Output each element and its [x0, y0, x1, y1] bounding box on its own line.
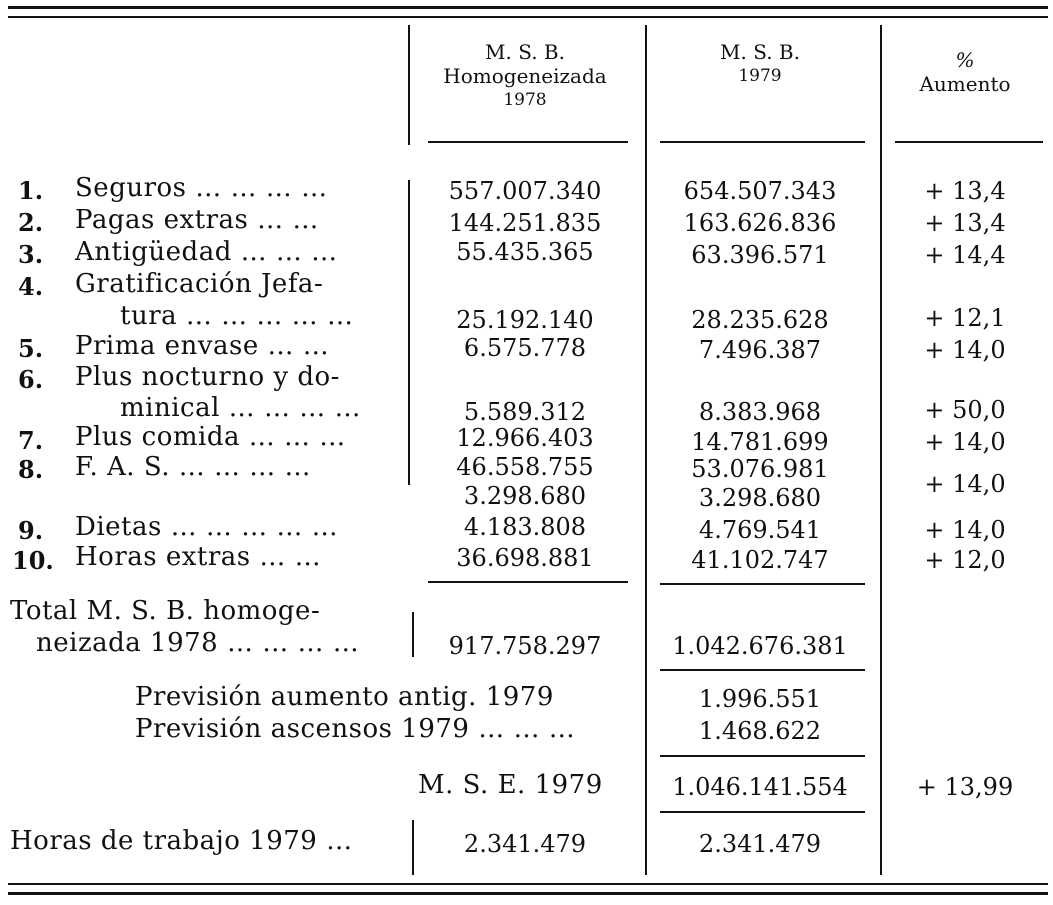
- horas-value-1979: 2.341.479: [698, 830, 822, 858]
- total-label: Total M. S. B. homoge-: [10, 596, 321, 626]
- header-col-1979: M. S. B. 1979: [720, 40, 800, 86]
- bottom-rule-thin: [8, 883, 1048, 885]
- top-rule-thin: [8, 16, 1048, 18]
- bottom-rule-thick: [8, 892, 1048, 895]
- row-value-1978: 4.183.808: [463, 513, 587, 541]
- row-pct: + 12,0: [924, 546, 1006, 574]
- vrule-2: [645, 25, 647, 875]
- row-label: Plus comida … … …: [75, 422, 346, 452]
- row-value-1979: 4.769.541: [698, 516, 822, 544]
- horas-value-1978: 2.341.479: [463, 830, 587, 858]
- row-value-1978: 25.192.140: [456, 306, 594, 334]
- prevision-aumento-label: Previsión aumento antig. 1979: [135, 682, 554, 712]
- row-value-1979: 28.235.628: [691, 306, 829, 334]
- mse-label: M. S. E. 1979: [418, 770, 603, 800]
- row-label: Horas extras … …: [75, 542, 322, 572]
- row-label-continued: minical … … … …: [120, 393, 361, 423]
- row-number: 10.: [12, 546, 54, 575]
- subtotal-rule-2: [660, 583, 865, 585]
- mse-rule: [660, 811, 865, 813]
- row-value-1978: 46.558.755: [456, 453, 594, 481]
- row-value-1978: 5.589.312: [463, 398, 587, 426]
- row-pct: + 14,0: [924, 336, 1006, 364]
- row-value-1979: 654.507.343: [683, 177, 837, 205]
- horas-label: Horas de trabajo 1979 …: [10, 826, 353, 856]
- row-pct: + 14,0: [924, 516, 1006, 544]
- row-value-1978: 557.007.340: [448, 177, 602, 205]
- top-rule-thick: [8, 6, 1048, 9]
- row-number: 5.: [18, 334, 44, 363]
- row-label: Gratificación Jefa-: [75, 269, 324, 299]
- row-value-1978: 6.575.778: [463, 334, 587, 362]
- vrule-1d: [412, 820, 414, 875]
- row-value-1979: 41.102.747: [691, 546, 829, 574]
- row-value-1979-second: 3.298.680: [698, 484, 822, 512]
- row-value-1979: 8.383.968: [698, 398, 822, 426]
- row-value-1978: 12.966.403: [456, 424, 594, 452]
- vrule-3: [880, 25, 882, 875]
- row-value-1979: 14.781.699: [691, 428, 829, 456]
- row-pct: + 13,4: [924, 177, 1006, 205]
- total-value-1978: 917.758.297: [448, 632, 602, 660]
- header-underline-2: [660, 141, 865, 143]
- total-label-continued: neizada 1978 … … … …: [36, 628, 360, 658]
- row-number: 9.: [18, 516, 44, 545]
- row-pct: + 14,0: [924, 428, 1006, 456]
- header-underline-1: [428, 141, 628, 143]
- row-label: Pagas extras … …: [75, 205, 319, 235]
- row-value-1978: 144.251.835: [448, 209, 602, 237]
- row-value-1979: 63.396.571: [691, 241, 829, 269]
- row-value-1978-second: 3.298.680: [463, 482, 587, 510]
- row-label: Seguros … … … …: [75, 173, 328, 203]
- row-number: 2.: [18, 208, 44, 237]
- row-value-1978: 55.435.365: [456, 238, 594, 266]
- row-pct: + 14,4: [924, 241, 1006, 269]
- vrule-1a: [408, 25, 410, 145]
- row-pct: + 50,0: [924, 396, 1006, 424]
- row-value-1979: 7.496.387: [698, 336, 822, 364]
- row-pct: + 14,0: [924, 470, 1006, 498]
- prevision-ascensos-value: 1.468.622: [698, 717, 822, 745]
- row-label: Antigüedad … … …: [75, 237, 338, 267]
- row-value-1979: 53.076.981: [691, 455, 829, 483]
- row-value-1978: 36.698.881: [456, 544, 594, 572]
- row-label: Plus nocturno y do-: [75, 362, 340, 392]
- vrule-1b: [408, 180, 410, 485]
- header-underline-3: [895, 141, 1043, 143]
- mse-pct: + 13,99: [916, 773, 1014, 801]
- row-number: 3.: [18, 240, 44, 269]
- row-number: 6.: [18, 365, 44, 394]
- row-label: Prima envase … …: [75, 331, 330, 361]
- prevision-rule: [660, 755, 865, 757]
- subtotal-rule-1: [428, 581, 628, 583]
- row-pct: + 13,4: [924, 209, 1006, 237]
- mse-value: 1.046.141.554: [672, 773, 848, 801]
- total-value-1979: 1.042.676.381: [672, 632, 848, 660]
- header-col-pct: % Aumento: [919, 48, 1011, 96]
- prevision-ascensos-label: Previsión ascensos 1979 … … …: [135, 714, 576, 744]
- row-pct: + 12,1: [924, 304, 1006, 332]
- row-number: 8.: [18, 455, 44, 484]
- row-label: F. A. S. … … … …: [75, 452, 312, 482]
- row-value-1979: 163.626.836: [683, 209, 837, 237]
- header-col-1978: M. S. B. Homogeneizada 1978: [443, 40, 607, 110]
- total-rule: [660, 669, 865, 671]
- row-number: 4.: [18, 272, 44, 301]
- row-number: 7.: [18, 426, 44, 455]
- prevision-aumento-value: 1.996.551: [698, 685, 822, 713]
- vrule-1c: [412, 612, 414, 657]
- row-label: Dietas … … … … …: [75, 512, 339, 542]
- row-label-continued: tura … … … … …: [120, 301, 354, 331]
- row-number: 1.: [18, 176, 44, 205]
